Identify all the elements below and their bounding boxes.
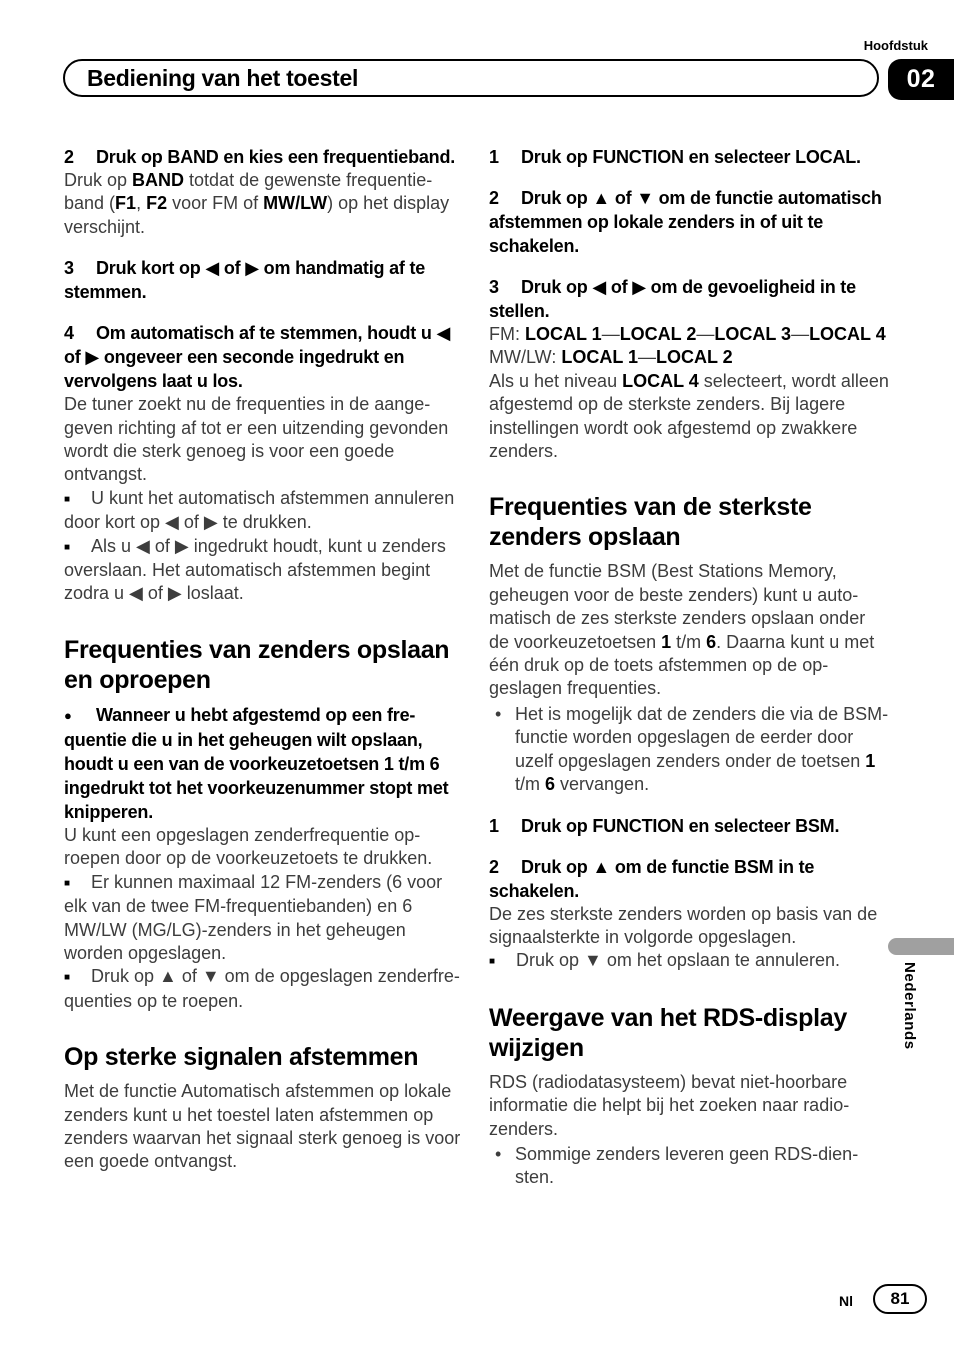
section-heading: Frequenties van zenders opslaan en oproepen <box>64 635 450 694</box>
square-bullet-icon: ■ <box>489 956 496 968</box>
step-number: 4 <box>64 323 74 344</box>
note-paragraph: ■ U kunt het automatisch afstemmen annuleren door kort op ◀ of ▶ te drukken. <box>64 487 455 533</box>
step-number: 3 <box>489 277 499 297</box>
step-number: 1 <box>489 147 499 167</box>
bold_bullet-paragraph: ● Wanneer u hebt afgestemd op een frequentie die u in het geheugen wilt opslaan, houdt u een van de voorkeuzetoetsen 1 t/m 6 ingedrukt tot het voorkeuzenummer stopt met knipperen. <box>64 704 449 822</box>
numbered-step: 2 Druk op ▲ om de functie BSM in te schakelen. <box>489 856 815 901</box>
body-paragraph: RDS (radiodatasysteem) bevat niet-hoorbare informatie die helpt bij het zoeken naar radiozenders. <box>489 1071 850 1139</box>
numbered-step: 2 Druk op BAND en kies een frequentieband. <box>64 147 456 167</box>
bullet-paragraph: • Het is mogelijk dat de zenders die via de BSM-functie worden opgeslagen de eerder door uzelf opgeslagen zenders onder de toetsen 1 t/m 6 vervangen. <box>495 703 889 795</box>
note-paragraph: ■ Als u ◀ of ▶ ingedrukt houdt, kunt u zenders overslaan. Het automatisch afstemmen begint zodra u ◀ of ▶ loslaat. <box>64 535 446 604</box>
chapter-number: 02 <box>906 65 936 93</box>
round-bullet-icon: • <box>495 1143 502 1164</box>
body-paragraph: Als u het niveau LOCAL 4 selecteert, wordt alleen afgestemd op de sterkste zenders. Bij lagere instellingen wordt ook afgestemd op zwakkere zenders. <box>489 370 889 462</box>
left-column <box>64 145 464 1174</box>
page-title-bar <box>63 59 879 97</box>
section-heading: Op sterke signalen afstemmen <box>64 1043 419 1072</box>
body-paragraph: De tuner zoekt nu de frequenties in de aangegeven richting af tot er een uitzending gevonden wordt die sterk genoeg is voor een goede ontvangst. <box>64 394 449 485</box>
page-number: 81 <box>890 1289 910 1308</box>
note-paragraph: ■ Druk op ▼ om het opslaan te annuleren. <box>489 949 889 973</box>
body-paragraph: Met de functie Automatisch afstemmen op lokale zenders kunt u het toestel laten afstemmen op zenders waarvan het signaal sterk genoeg is voor een goede ontvangst. <box>64 1081 461 1172</box>
note-paragraph: ■ Druk op ▲ of ▼ om de opgeslagen zenderfrequenties op te roepen. <box>64 966 460 1011</box>
step-number: 2 <box>489 188 499 208</box>
right-column <box>489 145 889 1192</box>
square-bullet-icon: ■ <box>64 541 71 553</box>
section-heading: Frequenties van de sterkste zenders opslaan <box>489 493 812 552</box>
body-paragraph: U kunt een opgeslagen zenderfrequentie oproepen door op de voorkeuzetoets te drukken. <box>64 824 433 869</box>
numbered-step: 3 Druk kort op ◀ of ▶ om handmatig af te stemmen. <box>64 258 426 303</box>
step-number: 1 <box>489 815 499 836</box>
square-bullet-icon: ■ <box>64 972 71 984</box>
body-paragraph: De zes sterkste zenders worden op basis van de signaalsterkte in volgorde opgeslagen. <box>489 903 878 947</box>
numbered-step: 2 Druk op ▲ of ▼ om de functie automatisch afstemmen op lokale zenders in of uit te schakelen. <box>489 188 882 256</box>
bullet-paragraph: • Sommige zenders leveren geen RDS-diensten. <box>495 1143 859 1188</box>
square-bullet-icon: ■ <box>64 493 71 505</box>
step-number: 2 <box>489 856 499 877</box>
body-paragraph: MW/LW: LOCAL 1—LOCAL 2 <box>489 347 733 368</box>
numbered-step: 1 Druk op FUNCTION en selecteer BSM. <box>489 815 840 836</box>
section-heading: Weergave van het RDS-display wijzigen <box>489 1003 847 1062</box>
body-paragraph: Met de functie BSM (Best Stations Memory, geheugen voor de beste zenders) kunt u automatisch de zes sterkste zenders opslaan onder de voorkeuzetoetsen 1 t/m 6. Daarna kunt u met één druk op de toets afstemmen op de opgeslagen frequenties. <box>489 561 875 699</box>
page-title: Bediening van het toestel <box>87 64 359 91</box>
numbered-step: 3 Druk op ◀ of ▶ om de gevoeligheid in te stellen. <box>489 277 856 321</box>
body-paragraph: FM: LOCAL 1—LOCAL 2—LOCAL 3—LOCAL 4 <box>489 324 886 344</box>
step-number: 2 <box>64 147 74 167</box>
language-tab-label: Nederlands <box>901 962 918 1050</box>
body-paragraph: Druk op BAND totdat de gewenste frequentieband (F1, F2 voor FM of MW/LW) op het display verschijnt. <box>64 170 450 237</box>
footer-language-label: Nl <box>839 1293 853 1309</box>
chapter-number-badge <box>888 59 954 100</box>
chapter-label: Hoofdstuk <box>863 38 928 53</box>
square-bullet-icon: ■ <box>64 877 71 889</box>
note-paragraph: ■ Er kunnen maximaal 12 FM-zenders (6 voor elk van de twee FM-frequentiebanden) en 6 MW/LW (MG/LG)-zenders in het geheugen worden opgeslagen. <box>64 871 443 963</box>
language-tab-marker <box>888 938 954 955</box>
circle-bullet-icon: ● <box>64 707 72 723</box>
numbered-step: 1 Druk op FUNCTION en selecteer LOCAL. <box>489 147 861 167</box>
round-bullet-icon: • <box>495 703 502 724</box>
numbered-step: 4 Om automatisch af te stemmen, houdt u ◀ of ▶ ongeveer een seconde ingedrukt en vervolgens laat u los. <box>64 323 451 392</box>
step-number: 3 <box>64 258 74 279</box>
page-number-badge <box>873 1284 927 1314</box>
